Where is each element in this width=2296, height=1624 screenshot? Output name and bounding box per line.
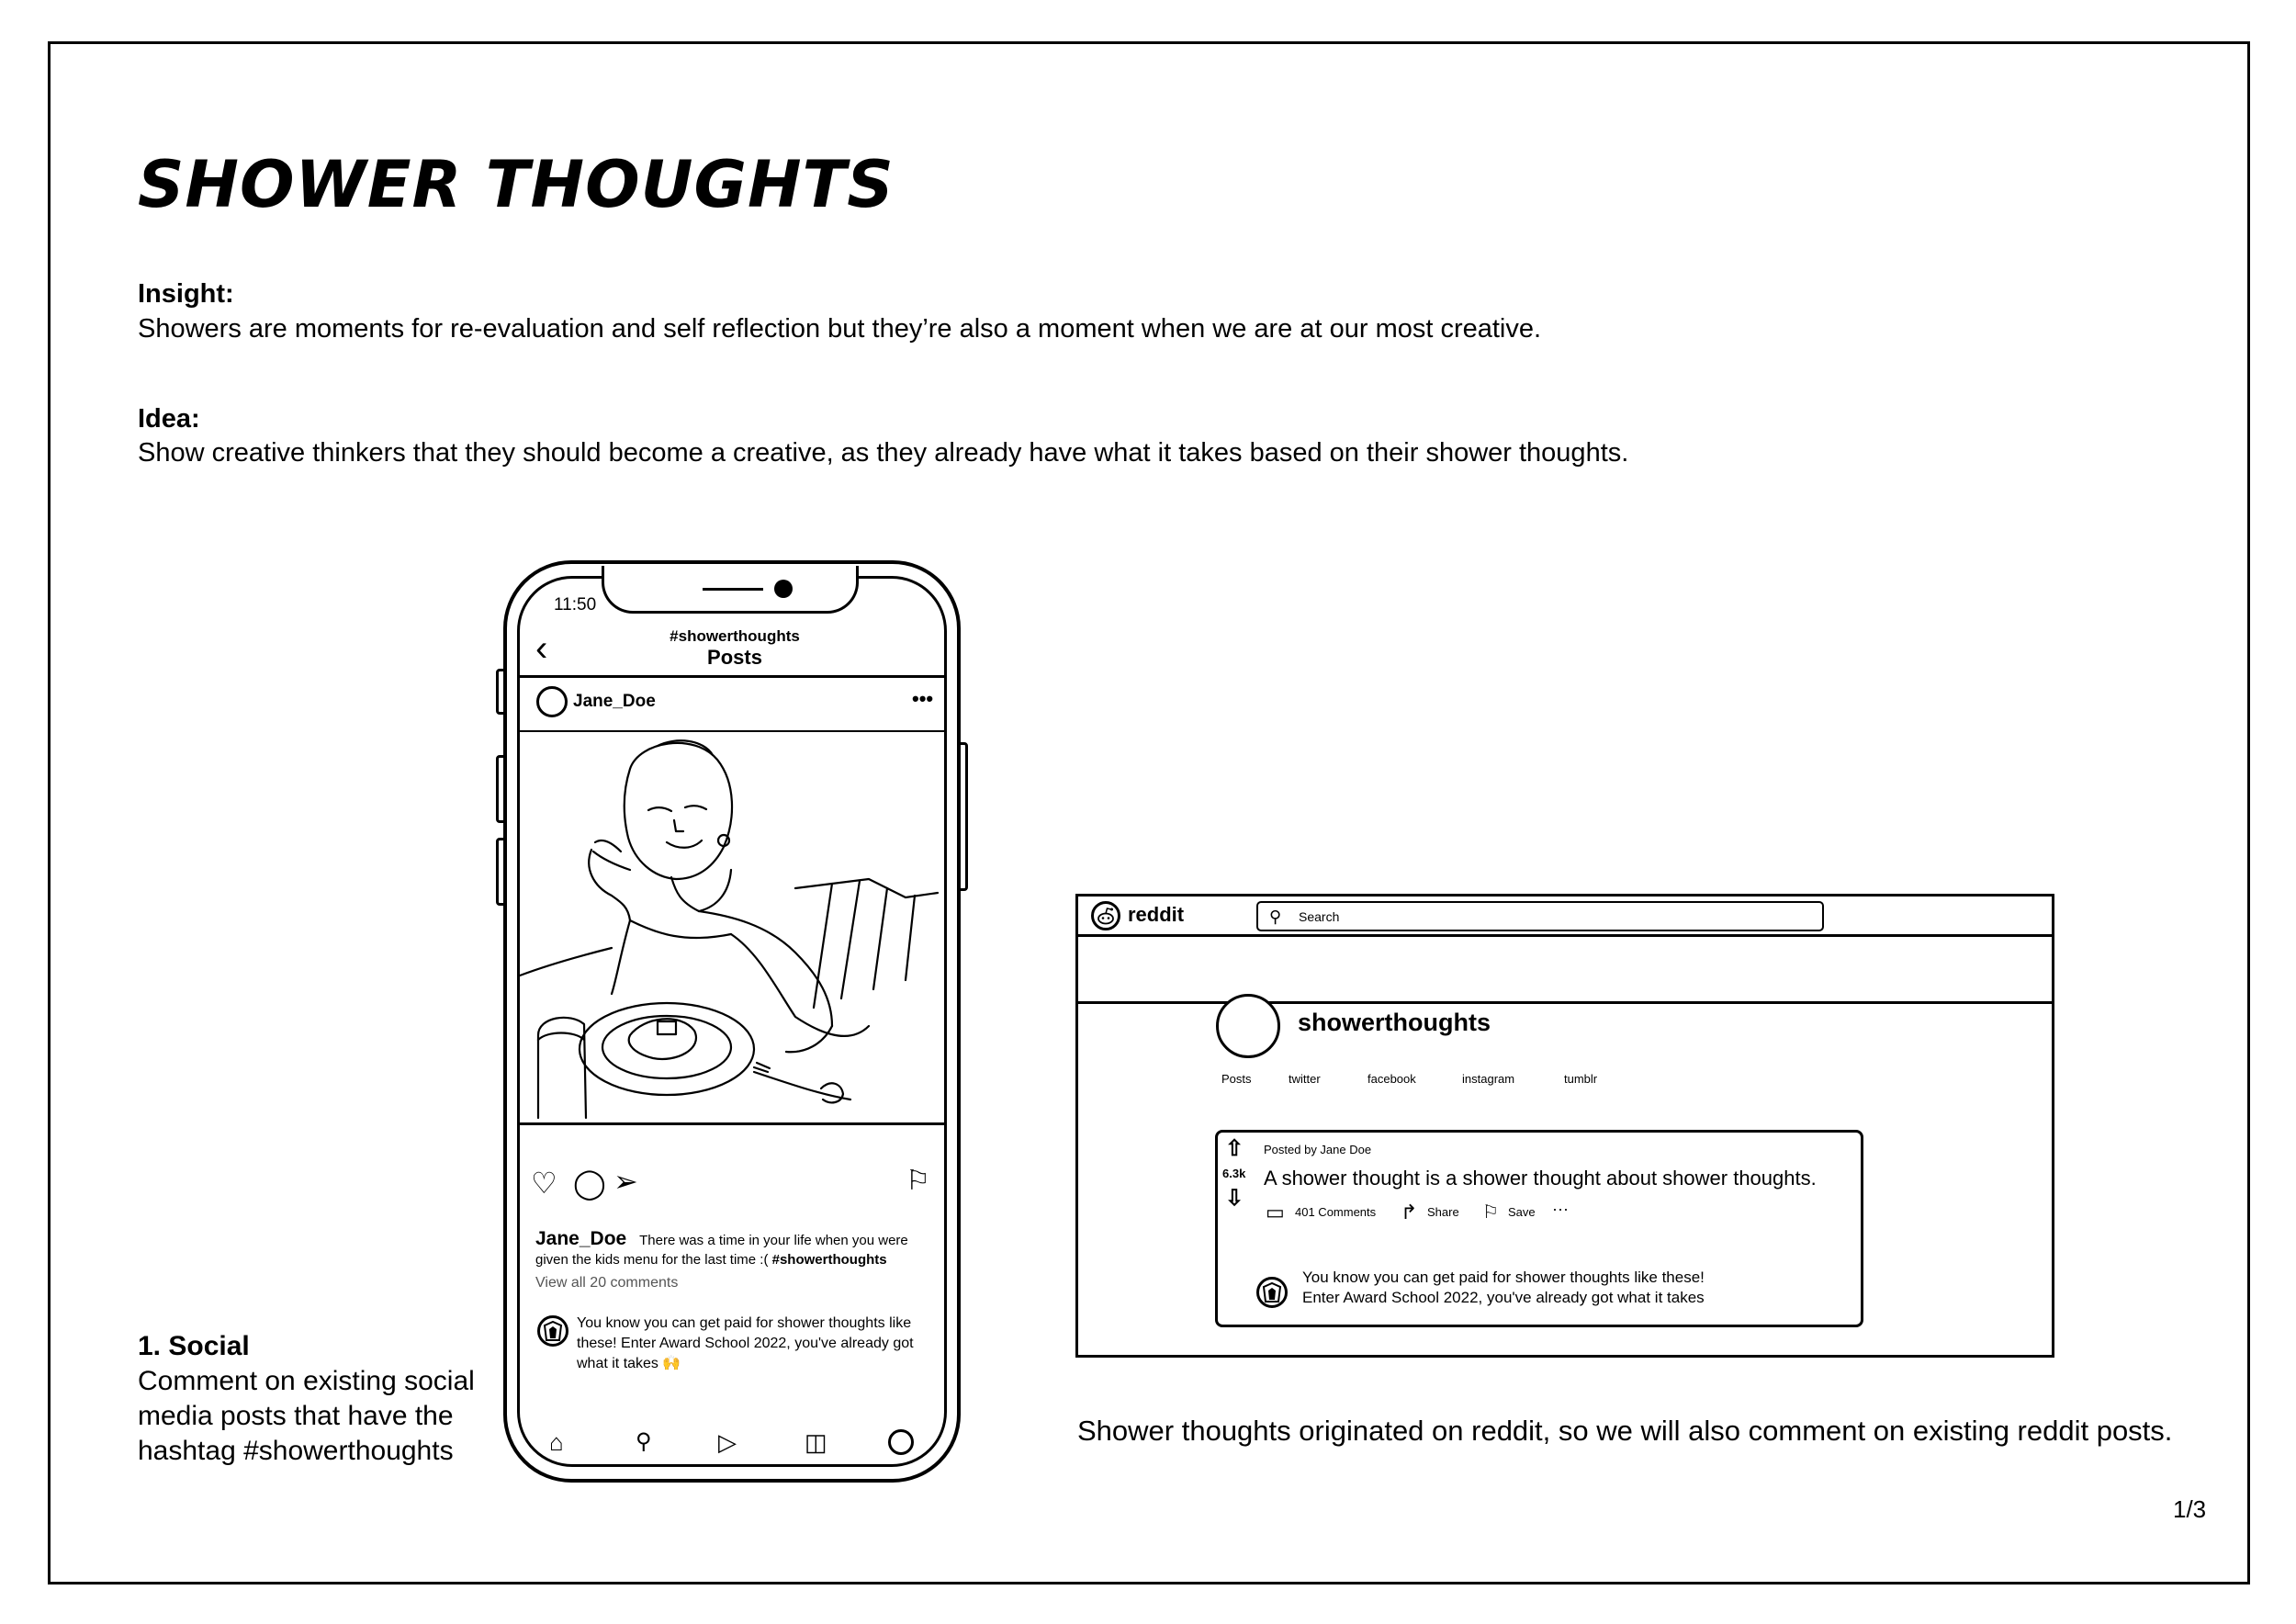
phone-speaker [703, 588, 763, 591]
reddit-comment [1302, 1268, 1780, 1308]
tab-instagram[interactable]: instagram [1462, 1072, 1515, 1086]
upvote-arrow-icon[interactable]: ⇧ [1225, 1136, 1244, 1161]
save-bookmark-icon[interactable]: ⚐ [1482, 1202, 1499, 1223]
send-paper-plane-icon[interactable]: ➢ [613, 1165, 638, 1198]
phone-camera [774, 580, 793, 598]
view-all-comments-link[interactable]: View all 20 comments [535, 1275, 679, 1291]
social-section [138, 1329, 487, 1469]
insight-label: Insight: [138, 279, 234, 309]
profile-icon[interactable] [888, 1429, 914, 1455]
reels-icon[interactable]: ▷ [718, 1428, 737, 1456]
social-text: Comment on existing social media posts that have the hashtag #showerthoughts [138, 1366, 475, 1466]
post-caption [535, 1229, 930, 1269]
tab-facebook[interactable]: facebook [1367, 1072, 1416, 1086]
tab-twitter[interactable]: twitter [1289, 1072, 1321, 1086]
share-arrow-icon[interactable]: ↱ [1401, 1201, 1418, 1224]
comment-bubble-icon[interactable]: ◯ [573, 1167, 606, 1200]
like-heart-icon[interactable]: ♡ [531, 1167, 557, 1200]
award-school-avatar[interactable] [1256, 1277, 1288, 1308]
shop-bag-icon[interactable]: ◫ [805, 1428, 827, 1456]
header-divider [520, 675, 944, 678]
insight-text: Showers are moments for re-evaluation and self reflection but they’re also a moment when we are at our most creative. [138, 314, 1542, 344]
idea-label: Idea: [138, 404, 200, 434]
reddit-caption: Shower thoughts originated on reddit, so we will also comment on existing reddit posts. [1077, 1415, 2173, 1447]
hashtag-header: #showerthoughts [670, 627, 800, 645]
save-button[interactable]: Save [1508, 1205, 1536, 1219]
more-options-icon[interactable]: ••• [912, 687, 934, 710]
more-options-icon[interactable]: ··· [1552, 1200, 1569, 1218]
tab-tumblr[interactable]: tumblr [1564, 1072, 1598, 1086]
reddit-comment-line2: Enter Award School 2022, you've already got what it takes [1302, 1289, 1705, 1306]
woman-dining-illustration [520, 732, 944, 1122]
caption-text: There was a time in your life when you were given the kids menu for the last time :( [535, 1233, 908, 1268]
post-username[interactable]: Jane_Doe [573, 692, 656, 711]
post-title[interactable]: A shower thought is a shower thought about shower thoughts. [1264, 1167, 1817, 1190]
reddit-logo[interactable]: reddit [1128, 903, 1185, 926]
comments-button[interactable]: 401 Comments [1295, 1205, 1377, 1219]
posted-by: Posted by Jane Doe [1264, 1143, 1372, 1156]
tab-posts[interactable]: Posts [1221, 1072, 1252, 1086]
subreddit-avatar[interactable] [1216, 994, 1280, 1058]
subreddit-name: showerthoughts [1298, 1009, 1491, 1036]
avatar[interactable] [536, 686, 568, 717]
screen-title: Posts [707, 646, 762, 669]
caption-hashtag[interactable]: #showerthoughts [771, 1252, 887, 1268]
share-button[interactable]: Share [1427, 1205, 1459, 1219]
award-school-avatar[interactable] [537, 1315, 568, 1347]
award-school-logo-icon [1259, 1280, 1285, 1305]
reddit-comment-line1: You know you can get paid for shower thoughts like these! [1302, 1269, 1705, 1286]
reddit-banner-divider [1075, 1001, 2054, 1004]
search-icon[interactable]: ⚲ [636, 1429, 652, 1454]
social-heading: 1. Social [138, 1331, 250, 1361]
home-icon[interactable]: ⌂ [549, 1428, 564, 1456]
caption-username[interactable]: Jane_Doe [535, 1228, 627, 1249]
comments-icon[interactable]: ▭ [1266, 1201, 1285, 1224]
status-time: 11:50 [554, 595, 597, 615]
search-placeholder: Search [1299, 909, 1340, 924]
post-photo [520, 732, 944, 1122]
page-number: 1/3 [2173, 1495, 2207, 1523]
reddit-search-input[interactable] [1256, 901, 1824, 931]
search-icon: ⚲ [1269, 908, 1282, 926]
idea-text: Show creative thinkers that they should become a creative, as they already have what it takes based on their shower thoughts. [138, 438, 1629, 468]
reddit-header-divider [1075, 934, 2054, 937]
downvote-arrow-icon[interactable]: ⇩ [1225, 1186, 1244, 1211]
award-school-logo-icon [540, 1318, 566, 1344]
back-icon[interactable]: ‹ [535, 628, 548, 669]
reddit-alien-icon[interactable] [1091, 901, 1120, 930]
comment-text: You know you can get paid for shower thoughts like these! Enter Award School 2022, you've already got what it takes 🙌 [577, 1315, 914, 1371]
photo-divider [520, 1122, 944, 1125]
bookmark-icon[interactable]: ⚐ [906, 1166, 930, 1196]
vote-count: 6.3k [1222, 1167, 1246, 1180]
page-title: SHOWER THOUGHTS [138, 147, 895, 222]
